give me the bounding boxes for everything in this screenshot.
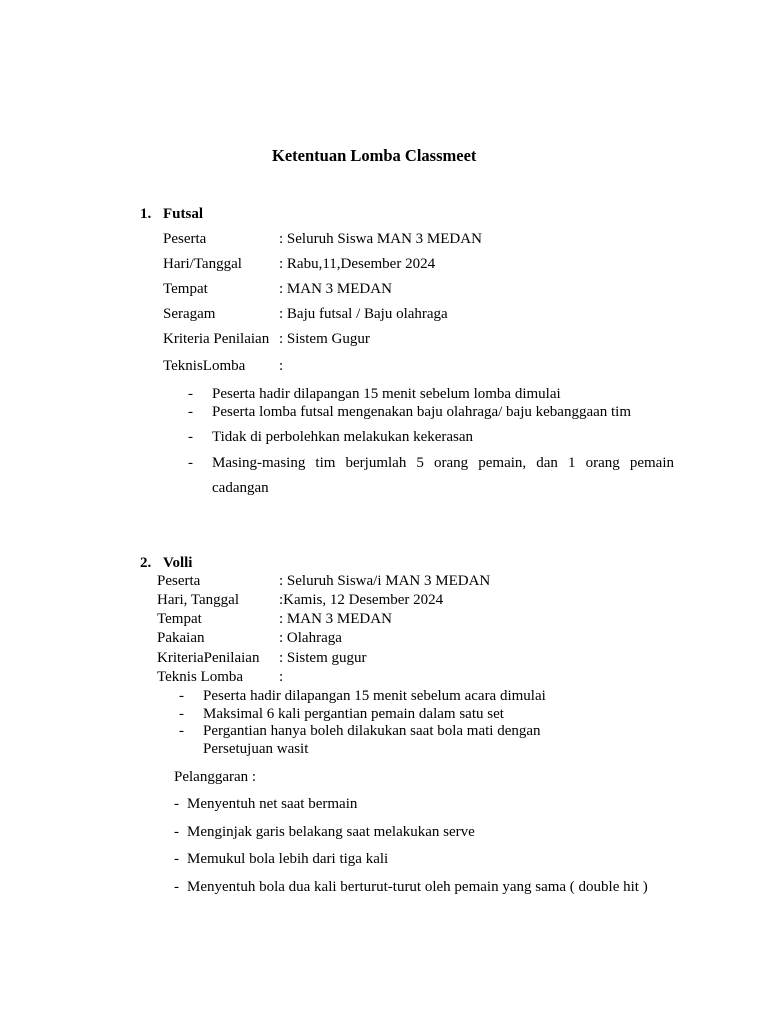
field-value-teknis: : — [279, 358, 284, 374]
section-heading-volli: Volli — [163, 555, 193, 571]
bullet-dash: - — [179, 706, 184, 722]
bullet-dash: - — [174, 796, 179, 812]
rule-item: Peserta lomba futsal mengenakan baju olahraga/ baju kebanggaan tim — [212, 404, 632, 420]
field-value-hari-tanggal: : Rabu,11,Desember 2024 — [279, 256, 436, 272]
rule-item-continuation: Persetujuan wasit — [203, 741, 309, 757]
field-label-tempat: Tempat — [157, 611, 202, 627]
bullet-dash: - — [179, 723, 184, 739]
field-label-hari-tanggal: Hari/Tanggal — [163, 256, 242, 272]
rule-item-continuation: cadangan — [212, 480, 269, 496]
field-label-teknis: Teknis Lomba — [157, 669, 244, 685]
rule-item: Maksimal 6 kali pergantian pemain dalam satu set — [203, 706, 504, 722]
violation-item: Memukul bola lebih dari tiga kali — [187, 851, 389, 867]
field-value-seragam: : Baju futsal / Baju olahraga — [279, 306, 448, 322]
section-heading-futsal: Futsal — [163, 206, 204, 222]
field-value-kriteria: : Sistem Gugur — [279, 331, 370, 347]
field-label-seragam: Seragam — [163, 306, 216, 322]
bullet-dash: - — [188, 429, 193, 445]
violation-item: Menyentuh net saat bermain — [187, 796, 358, 812]
section-number-futsal: 1. — [140, 206, 152, 222]
bullet-dash: - — [174, 879, 179, 895]
field-label-kriteria: KriteriaPenilaian — [157, 650, 260, 666]
section-number-volli: 2. — [140, 555, 152, 571]
field-value-teknis: : — [279, 669, 284, 685]
bullet-dash: - — [179, 688, 184, 704]
field-value-tempat: : MAN 3 MEDAN — [279, 611, 392, 627]
field-label-tempat: Tempat — [163, 281, 208, 297]
field-label-teknis: TeknisLomba — [163, 358, 246, 374]
field-label-peserta: Peserta — [157, 573, 201, 589]
bullet-dash: - — [188, 404, 193, 420]
violation-item: Menginjak garis belakang saat melakukan serve — [187, 824, 475, 840]
rule-item: Pergantian hanya boleh dilakukan saat bola mati dengan — [203, 723, 541, 739]
field-label-hari-tanggal: Hari, Tanggal — [157, 592, 239, 608]
field-value-peserta: : Seluruh Siswa/i MAN 3 MEDAN — [279, 573, 491, 589]
bullet-dash: - — [188, 386, 193, 402]
field-label-pakaian: Pakaian — [157, 630, 205, 646]
bullet-dash: - — [188, 455, 193, 471]
violation-item: Menyentuh bola dua kali berturut-turut oleh pemain yang sama ( double hit ) — [187, 879, 648, 895]
field-value-pakaian: : Olahraga — [279, 630, 342, 646]
bullet-dash: - — [174, 851, 179, 867]
violations-label: Pelanggaran : — [174, 769, 257, 785]
rule-item: Tidak di perbolehkan melakukan kekerasan — [212, 429, 474, 445]
page-title: Ketentuan Lomba Classmeet — [272, 146, 477, 165]
rule-item: Peserta hadir dilapangan 15 menit sebelum lomba dimulai — [212, 386, 561, 402]
field-value-tempat: : MAN 3 MEDAN — [279, 281, 392, 297]
rule-item: Peserta hadir dilapangan 15 menit sebelum acara dimulai — [203, 688, 546, 704]
field-value-hari-tanggal: :Kamis, 12 Desember 2024 — [279, 592, 444, 608]
rule-item: Masing-masing tim berjumlah 5 orang pemain, dan 1 orang pemain — [212, 455, 674, 471]
bullet-dash: - — [174, 824, 179, 840]
field-value-kriteria: : Sistem gugur — [279, 650, 367, 666]
field-label-peserta: Peserta — [163, 231, 207, 247]
field-value-peserta: : Seluruh Siswa MAN 3 MEDAN — [279, 231, 482, 247]
field-label-kriteria: Kriteria Penilaian — [163, 331, 270, 347]
